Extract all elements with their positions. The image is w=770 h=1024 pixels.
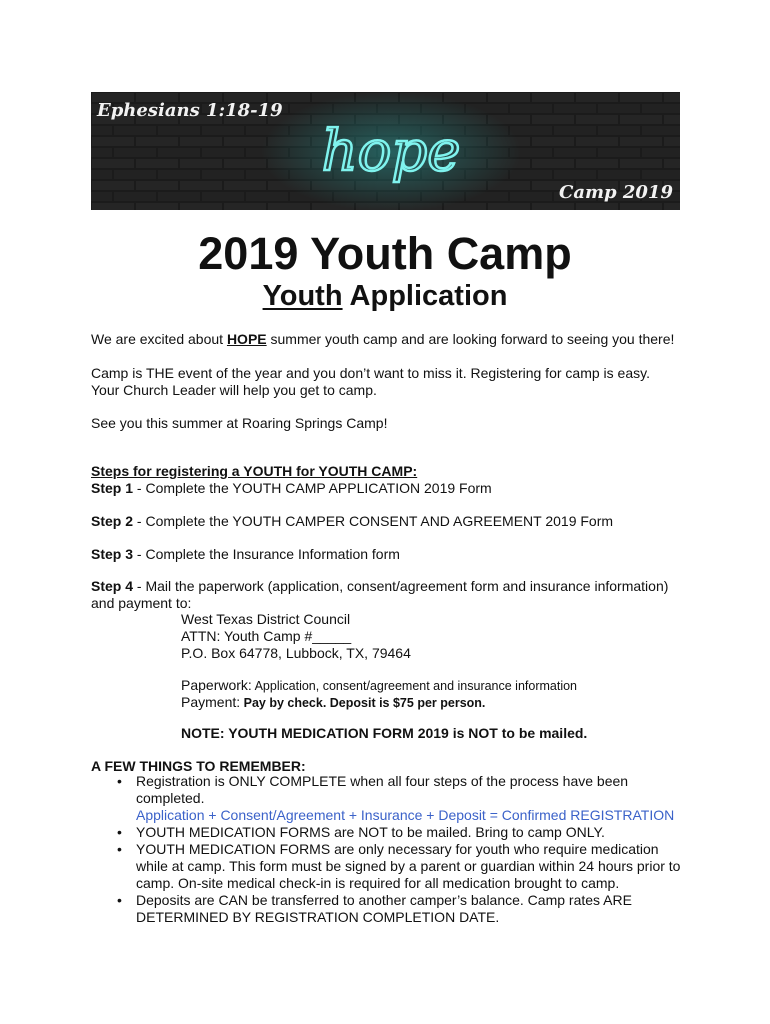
address-line: West Texas District Council <box>181 611 351 627</box>
banner-camp: Camp 2019 <box>559 182 673 203</box>
paperwork-line <box>181 677 577 695</box>
step-label: Step 3 <box>91 546 134 562</box>
banner-word: hope <box>321 119 461 184</box>
step-text: - Complete the YOUTH CAMPER CONSENT AND AGREEMENT 2019 Form <box>133 513 614 529</box>
list-line: completed. <box>136 790 205 806</box>
list-line: camp. On-site medical check-in is required for all medication brought to camp. <box>136 875 620 891</box>
step-text: - Mail the paperwork (application, consent/agreement form and insurance information) <box>133 578 669 594</box>
intro-paragraph-2 <box>91 365 691 399</box>
banner-verse: Ephesians 1:18-19 <box>97 100 283 121</box>
intro-text: We are excited about <box>91 331 227 347</box>
step-4 <box>91 578 691 612</box>
list-item <box>91 892 691 926</box>
steps-heading: Steps for registering a YOUTH for YOUTH CAMP: <box>91 463 418 479</box>
list-item <box>91 773 691 824</box>
intro-paragraph-1 <box>91 331 691 348</box>
list-item <box>91 824 691 841</box>
banner-graphic <box>91 92 680 210</box>
list-line: YOUTH MEDICATION FORMS are only necessary for youth who require medication <box>136 841 659 857</box>
medication-note: NOTE: YOUTH MEDICATION FORM 2019 is NOT to be mailed. <box>181 725 588 741</box>
bullet-icon: • <box>117 892 122 908</box>
intro-text: summer youth camp and are looking forward to seeing you there! <box>266 331 675 347</box>
remember-heading: A FEW THINGS TO REMEMBER: <box>91 758 306 774</box>
remember-list <box>91 773 691 926</box>
mailing-address <box>181 611 411 662</box>
step-3 <box>91 546 691 563</box>
list-item <box>91 841 691 892</box>
list-line: Registration is ONLY COMPLETE when all four steps of the process have been <box>136 773 629 789</box>
payment-line <box>181 694 485 712</box>
address-line: ATTN: Youth Camp #_____ <box>181 628 352 644</box>
step-label: Step 4 <box>91 578 134 594</box>
intro-line: Camp is THE event of the year and you don’t want to miss it. Registering for camp is easy. <box>91 365 650 381</box>
list-line: Deposits are CAN be transferred to another camper’s balance. Camp rates ARE <box>136 892 632 908</box>
step-2 <box>91 513 691 530</box>
camp-banner <box>91 92 680 210</box>
hope-emphasis: HOPE <box>226 331 267 347</box>
step-label: Step 2 <box>91 513 134 529</box>
page-title: 2019 Youth Camp <box>198 228 572 279</box>
intro-paragraph-3: See you this summer at Roaring Springs Camp! <box>91 415 388 431</box>
address-line: P.O. Box 64778, Lubbock, TX, 79464 <box>181 645 411 661</box>
payment-text: Pay by check. Deposit is $75 per person. <box>240 696 486 710</box>
bullet-icon: • <box>117 841 122 857</box>
subtitle-rest: Application <box>342 280 508 312</box>
intro-line: Your Church Leader will help you get to camp. <box>91 382 377 398</box>
paperwork-label: Paperwork: <box>181 677 252 693</box>
step-text: and payment to: <box>91 595 192 611</box>
list-line: DETERMINED BY REGISTRATION COMPLETION DATE. <box>136 909 500 925</box>
step-text: - Complete the YOUTH CAMP APPLICATION 2019 Form <box>133 480 492 496</box>
step-label: Step 1 <box>91 480 134 496</box>
registration-formula: Application + Consent/Agreement + Insurance + Deposit = Confirmed REGISTRATION <box>136 807 675 823</box>
page-subtitle <box>0 280 770 313</box>
step-1 <box>91 480 691 497</box>
paperwork-text: Application, consent/agreement and insurance information <box>251 679 578 693</box>
list-line: YOUTH MEDICATION FORMS are NOT to be mailed. Bring to camp ONLY. <box>136 824 605 840</box>
step-text: - Complete the Insurance Information form <box>133 546 400 562</box>
list-line: while at camp. This form must be signed by a parent or guardian within 24 hours prior to <box>136 858 681 874</box>
subtitle-underlined: Youth <box>262 280 343 312</box>
bullet-icon: • <box>117 824 122 840</box>
bullet-icon: • <box>117 773 122 789</box>
payment-label: Payment: <box>181 694 241 710</box>
